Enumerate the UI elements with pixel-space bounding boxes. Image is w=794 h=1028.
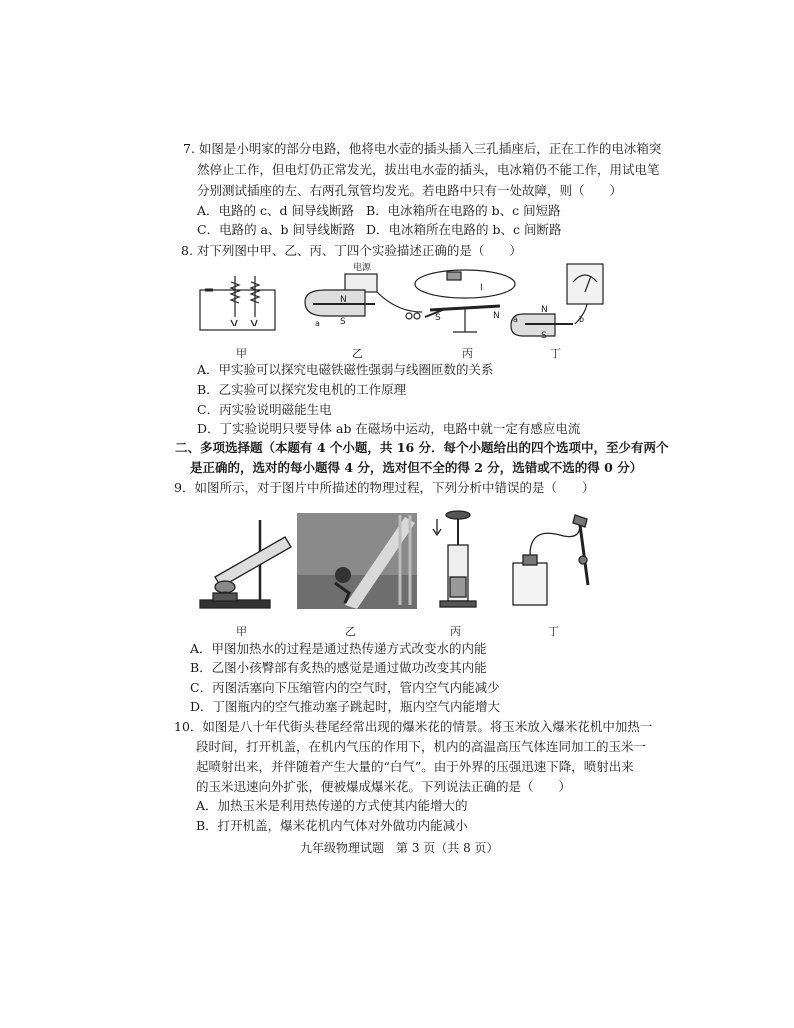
q7-option-d: D．电冰箱所在电路的 b、c 间断路 — [366, 222, 562, 237]
q8-bing-n-label: N — [493, 311, 500, 321]
section2-heading-line-2: 是正确的，选对的每小题得 4 分，选对但不全的得 2 分，选错或不选的得 0 分） — [190, 460, 643, 475]
q7-option-c: C．电路的 a、b 间导线断路 — [197, 222, 355, 237]
q8-yi-s-label: S — [340, 317, 346, 327]
q7-line-2: 然停止工作，但电灯仍正常发光，拔出电水壶的插头，电冰箱仍不能工作，用试电笔 — [197, 162, 660, 177]
q8-yi-n-label: N — [340, 295, 347, 305]
q10-option-b: B．打开机盖，爆米花机内气体对外做功内能减小 — [196, 818, 468, 833]
q9-caption-yi: 乙 — [345, 625, 356, 638]
q10-option-a: A．加热玉米是利用热传递的方式使其内能增大的 — [196, 798, 468, 813]
q8-option-b: B．乙实验可以探究发电机的工作原理 — [197, 382, 407, 397]
q7-line-3: 分别测试插座的左、右两孔氖管均发光。若电路中只有一处故障，则（ ） — [197, 183, 623, 198]
q8-caption-yi: 乙 — [352, 347, 363, 360]
page-footer: 九年级物理试题 第 3 页（共 8 页） — [300, 841, 499, 855]
q10-line-1: 10．如图是八十年代街头巷尾经常出现的爆米花的情景。将玉米放入爆米花机中加热一 — [174, 719, 653, 734]
q9-fig-yi — [297, 513, 417, 609]
q8-ding-s-label: S — [541, 331, 547, 341]
q10-line-4: 的玉米迅速向外扩张，便被爆成爆米花。下列说法正确的是（ ） — [196, 779, 572, 794]
q8-fig-ding — [511, 264, 603, 336]
q9-caption-bing: 丙 — [450, 625, 461, 638]
q8-stem: 8. 对下列图中甲、乙、丙、丁四个实验描述正确的是（ ） — [181, 243, 522, 258]
q9-option-a: A．甲图加热水的过程是通过热传递方式改变水的内能 — [190, 641, 487, 656]
q9-stem: 9．如图所示，对于图片中所描述的物理过程，下列分析中错误的是（ ） — [174, 480, 595, 495]
q7-option-a: A．电路的 c、d 间导线断路 — [197, 203, 354, 218]
section2-heading-line-1: 二、多项选择题（本题有 4 个小题，共 16 分．每个小题给出的四个选项中，至少有两个 — [175, 440, 669, 455]
q8-ding-n-label: N — [541, 305, 548, 315]
q10-line-2: 段时间，打开机盖，在机内气压的作用下，机内的高温高压气体连同加工的玉米一 — [196, 739, 647, 754]
q8-caption-bing: 丙 — [462, 347, 473, 360]
q10-line-3: 起喷射出来，并伴随着产生大量的“白气”。由于外界的压强迅速下降，喷射出来 — [196, 759, 634, 774]
q9-option-c: C．丙图活塞向下压缩管内的空气时，管内空气内能减少 — [190, 680, 500, 695]
q9-figures — [195, 505, 615, 617]
q8-fig-jia — [200, 276, 275, 330]
q8-power-label: 电源 — [353, 263, 372, 273]
q8-ding-a-label: a — [513, 315, 518, 324]
q8-caption-ding: 丁 — [550, 347, 561, 360]
q8-bing-s-label: S — [435, 313, 441, 323]
q7-option-b: B．电冰箱所在电路的 b、c 间短路 — [366, 203, 561, 218]
q9-fig-ding — [513, 515, 588, 605]
q8-fig-bing — [415, 270, 515, 332]
q9-fig-jia — [200, 520, 291, 608]
q8-ding-b-label: b — [579, 315, 585, 324]
q9-caption-jia: 甲 — [236, 625, 247, 638]
q8-figures — [195, 262, 615, 342]
q8-caption-jia: 甲 — [236, 347, 247, 360]
q7-line-1: 7. 如图是小明家的部分电路，他将电水壶的插头插入三孔插座后，正在工作的电冰箱突 — [183, 141, 662, 156]
q9-option-d: D．丁图瓶内的空气推动塞子跳起时，瓶内空气内能增大 — [190, 699, 501, 714]
q9-option-b: B．乙图小孩臀部有炙热的感觉是通过做功改变其内能 — [190, 660, 487, 675]
q8-option-a: A．甲实验可以探究电磁铁磁性强弱与线圈匝数的关系 — [197, 362, 494, 377]
q9-caption-ding: 丁 — [548, 625, 559, 638]
q8-fig-yi — [305, 274, 445, 319]
q9-fig-bing — [433, 511, 476, 607]
q8-bing-i-label: I — [480, 283, 483, 293]
q8-option-c: C．丙实验说明磁能生电 — [197, 402, 332, 417]
q8-option-d: D．丁实验说明只要导体 ab 在磁场中运动，电路中就一定有感应电流 — [197, 421, 581, 436]
q8-yi-a-label: a — [315, 319, 320, 328]
